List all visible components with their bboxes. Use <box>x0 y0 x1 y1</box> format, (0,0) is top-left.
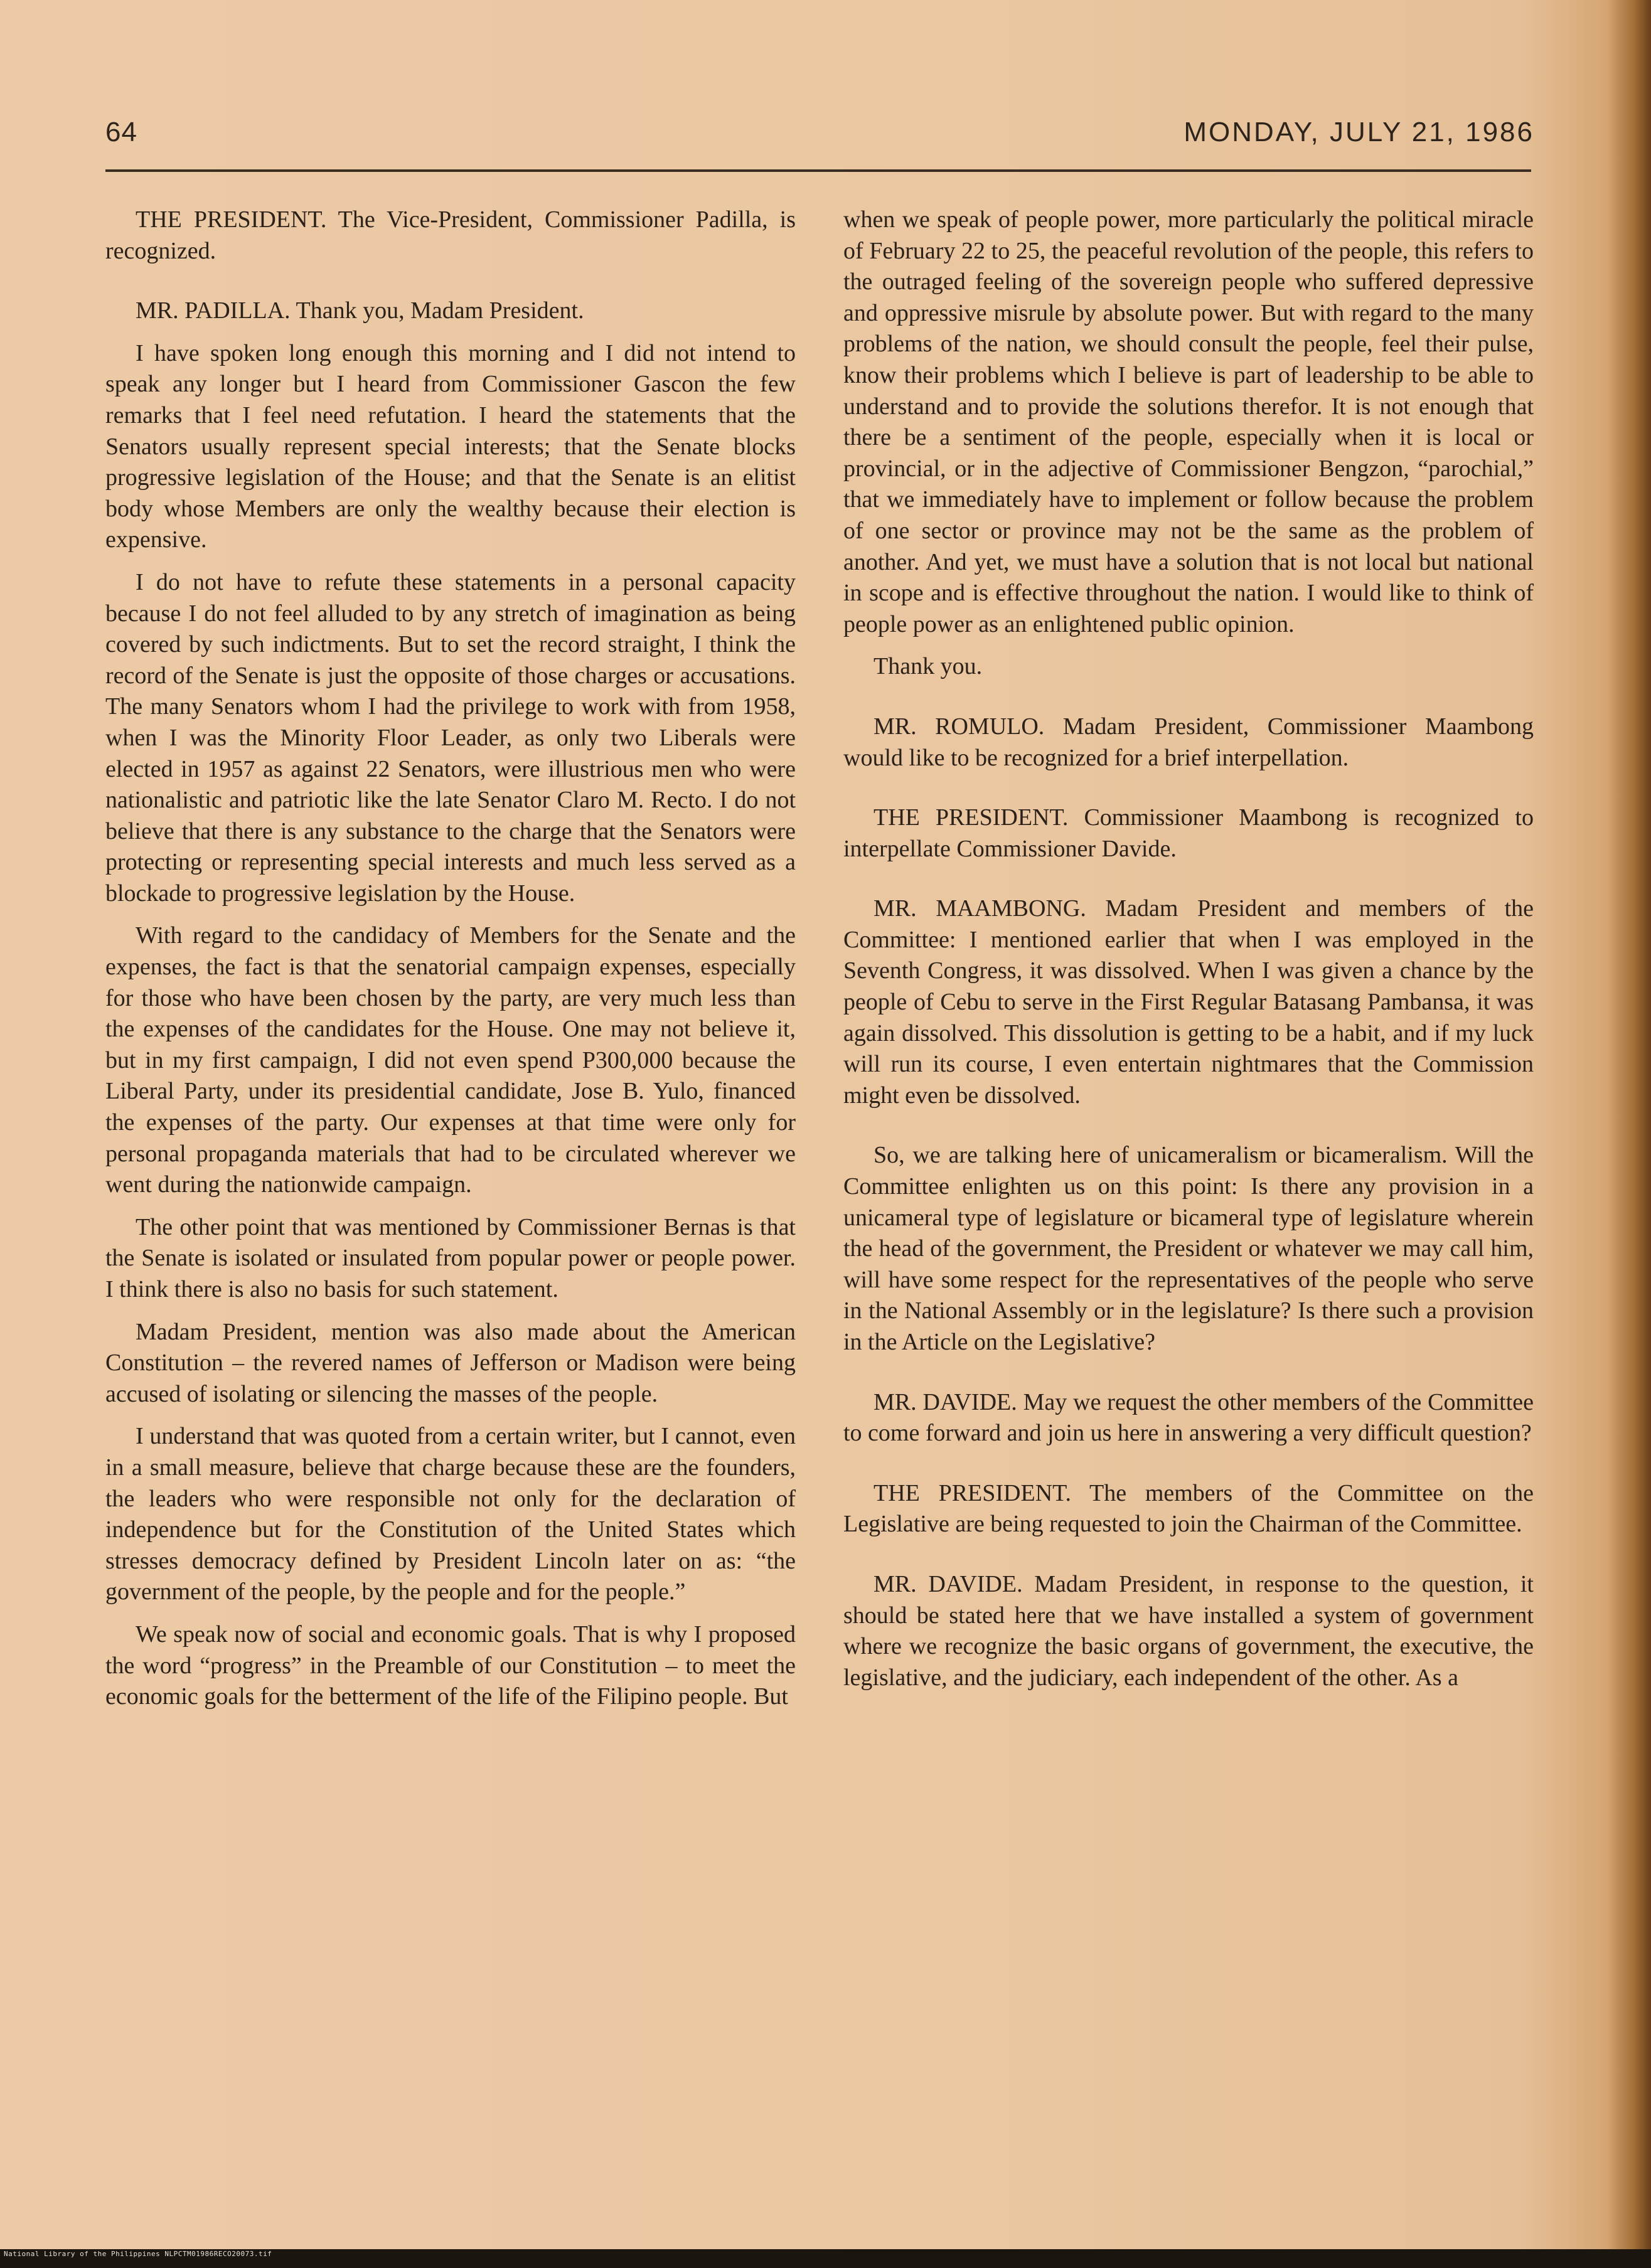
paragraph: I have spoken long enough this morning and I did not intend to speak any longer but I heard from Commissioner Gascon the few remarks that I feel need refutation. I heard the statements that the Senators usually represent special interests; that the Senate blocks progressive legislation of the House; and that the Senate is an elitist body whose Members are only the wealthy because their election is expensive. <box>105 339 796 553</box>
left-column <box>105 205 796 1724</box>
page-number: 64 <box>105 117 137 147</box>
paragraph: With regard to the candidacy of Members for the Senate and the expenses, the fact is that the senatorial campaign expenses, especially for those who have been chosen by the party, are very much less than the expenses of the candidates for the House. One may not believe it, but in my first campaign, I did not even spend P300,000 because the Liberal Party, under its presidential candidate, Jose B. Yulo, financed the expenses of the party. Our expenses at that time were only for personal propaganda materials that had to be circulated wherever we went during the nationwide campaign. <box>105 922 796 1198</box>
paragraph: MR. DAVIDE. May we request the other members of the Committee to come forward and join us here in answering a very difficult question? <box>843 1388 1534 1447</box>
page-date: MONDAY, JULY 21, 1986 <box>1183 117 1534 147</box>
scan-footer-text: National Library of the Philippines NLPCTM01986RECO20073.tif <box>4 2250 272 2258</box>
paragraph: I understand that was quoted from a certain writer, but I cannot, even in a small measure, believe that charge because these are the founders, the leaders who were responsible not only for the declaration of independence but for the Constitution of the United States which stresses democracy defined by President Lincoln later on as: “the government of the people, by the people and for the people.” <box>105 1423 796 1605</box>
page-edge-shadow <box>1607 0 1651 2268</box>
paragraph: THE PRESIDENT. Commissioner Maambong is recognized to interpellate Commissioner Davide. <box>843 804 1534 862</box>
paragraph: Madam President, mention was also made about the American Constitution – the revered names of Jefferson or Madison were being accused of isolating or silencing the masses of the people. <box>105 1318 796 1407</box>
paragraph: MR. ROMULO. Madam President, Commissioner Maambong would like to be recognized for a brief interpellation. <box>843 713 1534 771</box>
header-rule <box>105 169 1531 172</box>
paragraph: THE PRESIDENT. The members of the Committee on the Legislative are being requested to join the Chairman of the Committee. <box>843 1479 1534 1538</box>
paragraph: THE PRESIDENT. The Vice-President, Commissioner Padilla, is recognized. <box>105 206 796 264</box>
paragraph: I do not have to refute these statements in a personal capacity because I do not feel alluded to by any stretch of imagination as being covered by such indictments. But to set the record straight, I think the record of the Senate is just the opposite of those charges or accusations. The many Senators whom I had the privilege to work with from 1958, when I was the Minority Floor Leader, as only two Liberals were elected in 1957 as against 22 Senators, were illustrious men who were nationalistic and patriotic like the late Senator Claro M. Recto. I do not believe that there is any substance to the charge that the Senators were protecting or representing special interests and much less served as a blockade to progressive legislation by the House. <box>105 568 796 907</box>
paragraph: So, we are talking here of unicameralism or bicameralism. Will the Committee enlighten us on this point: Is there any provision in a unicameral type of legislature or bicameral type of legislature wherein the head of the government, the President or whatever we may call him, will have some respect for the representatives of the people who serve in the National Assembly or in the legislature? Is there such a provision in the Article on the Legislative? <box>843 1142 1534 1355</box>
paragraph: MR. MAAMBONG. Madam President and members of the Committee: I mentioned earlier that when I was employed in the Seventh Congress, it was dissolved. When I was given a chance by the people of Cebu to serve in the First Regular Batasang Pambansa, it was again dissolved. This dissolution is getting to be a habit, and if my luck will run its course, I even entertain nightmares that the Commission might even be dissolved. <box>843 895 1534 1109</box>
paragraph: We speak now of social and economic goals. That is why I proposed the word “progress” in the Preamble of our Constitution – to meet the economic goals for the betterment of the life of the Filipino people. But <box>105 1621 796 1710</box>
right-column <box>843 205 1534 1705</box>
paragraph: Thank you. <box>874 653 983 680</box>
paragraph: MR. PADILLA. Thank you, Madam President. <box>136 297 584 324</box>
paragraph: The other point that was mentioned by Commissioner Bernas is that the Senate is isolated or insulated from popular power or people power. I think there is also no basis for such statement. <box>105 1213 796 1302</box>
paragraph: when we speak of people power, more particularly the political miracle of February 22 to 25, the peaceful revolution of the people, this refers to the outraged feeling of the sovereign people who suffered depressive and oppressive misrule by absolute power. But with regard to the many problems of the nation, we should consult the people, feel their pulse, know their problems which I believe is part of leadership to be able to understand and to provide the solutions therefor. It is not enough that there be a sentiment of the people, especially when it is local or provincial, or in the adjective of Commissioner Bengzon, “parochial,” that we immediately have to implement or follow because the problem of one sector or province may not be the same as the problem of another. And yet, we must have a solution that is not local but national in scope and is effective throughout the nation. I would like to think of people power as an enlightened public opinion. <box>843 206 1534 637</box>
paragraph: MR. DAVIDE. Madam President, in response to the question, it should be stated here that we have installed a system of government where we recognize the basic organs of government, the executive, the legislative, and the judiciary, each independent of the other. As a <box>843 1570 1534 1691</box>
